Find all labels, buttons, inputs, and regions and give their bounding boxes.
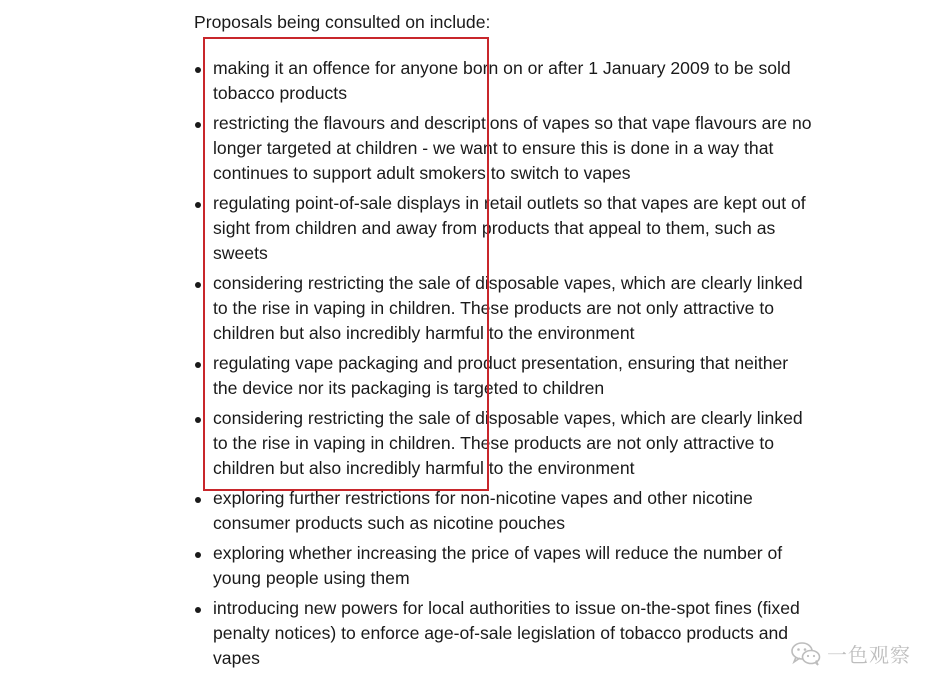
list-item [194, 56, 814, 106]
list-item [194, 351, 814, 401]
list-item-text: considering restricting the sale of disposable vapes, which are clearly linked to the rise in vaping in children. These products are not only attractive to children but also incredibly harmful to the environment [213, 408, 803, 478]
list-item-text: making it an offence for anyone born on or after 1 January 2009 to be sold tobacco products [213, 58, 791, 103]
bullet-icon [195, 282, 201, 288]
list-item [194, 111, 814, 186]
list-item-text: considering restricting the sale of disposable vapes, which are clearly linked to the rise in vaping in children. These products are not only attractive to children but also incredibly harmful to the environment [213, 273, 803, 343]
document-body [194, 10, 814, 676]
list-item [194, 191, 814, 266]
watermark-text: 一色观察 [827, 643, 911, 667]
bullet-icon [195, 67, 201, 73]
bullet-icon [195, 607, 201, 613]
list-item-text: regulating point-of-sale displays in retail outlets so that vapes are kept out of sight from children and away from products that appeal to them, such as sweets [213, 193, 806, 263]
list-item-text: regulating vape packaging and product presentation, ensuring that neither the device nor its packaging is targeted to children [213, 353, 789, 398]
bullet-icon [195, 202, 201, 208]
bullet-icon [195, 362, 201, 368]
list-item [194, 406, 814, 481]
list-item [194, 541, 814, 591]
proposals-list [194, 56, 814, 671]
list-item [194, 486, 814, 536]
bullet-icon [195, 417, 201, 423]
watermark [791, 639, 911, 668]
bullet-icon [195, 122, 201, 128]
list-item-text: exploring whether increasing the price of vapes will reduce the number of young people using them [213, 543, 783, 588]
bullet-icon [195, 552, 201, 558]
bullet-icon [195, 497, 201, 503]
wechat-icon [791, 641, 821, 667]
list-item [194, 271, 814, 346]
list-item-text: restricting the flavours and descriptions of vapes so that vape flavours are no longer targeted at children - we want to ensure this is done in a way that continues to support adult smokers to switch to vapes [213, 113, 812, 183]
intro-text: Proposals being consulted on include: [194, 12, 491, 32]
list-item [194, 596, 814, 671]
list-item-text: introducing new powers for local authorities to issue on-the-spot fines (fixed penalty notices) to enforce age-of-sale legislation of tobacco products and vapes [213, 598, 800, 668]
list-item-text: exploring further restrictions for non-nicotine vapes and other nicotine consumer products such as nicotine pouches [213, 488, 753, 533]
